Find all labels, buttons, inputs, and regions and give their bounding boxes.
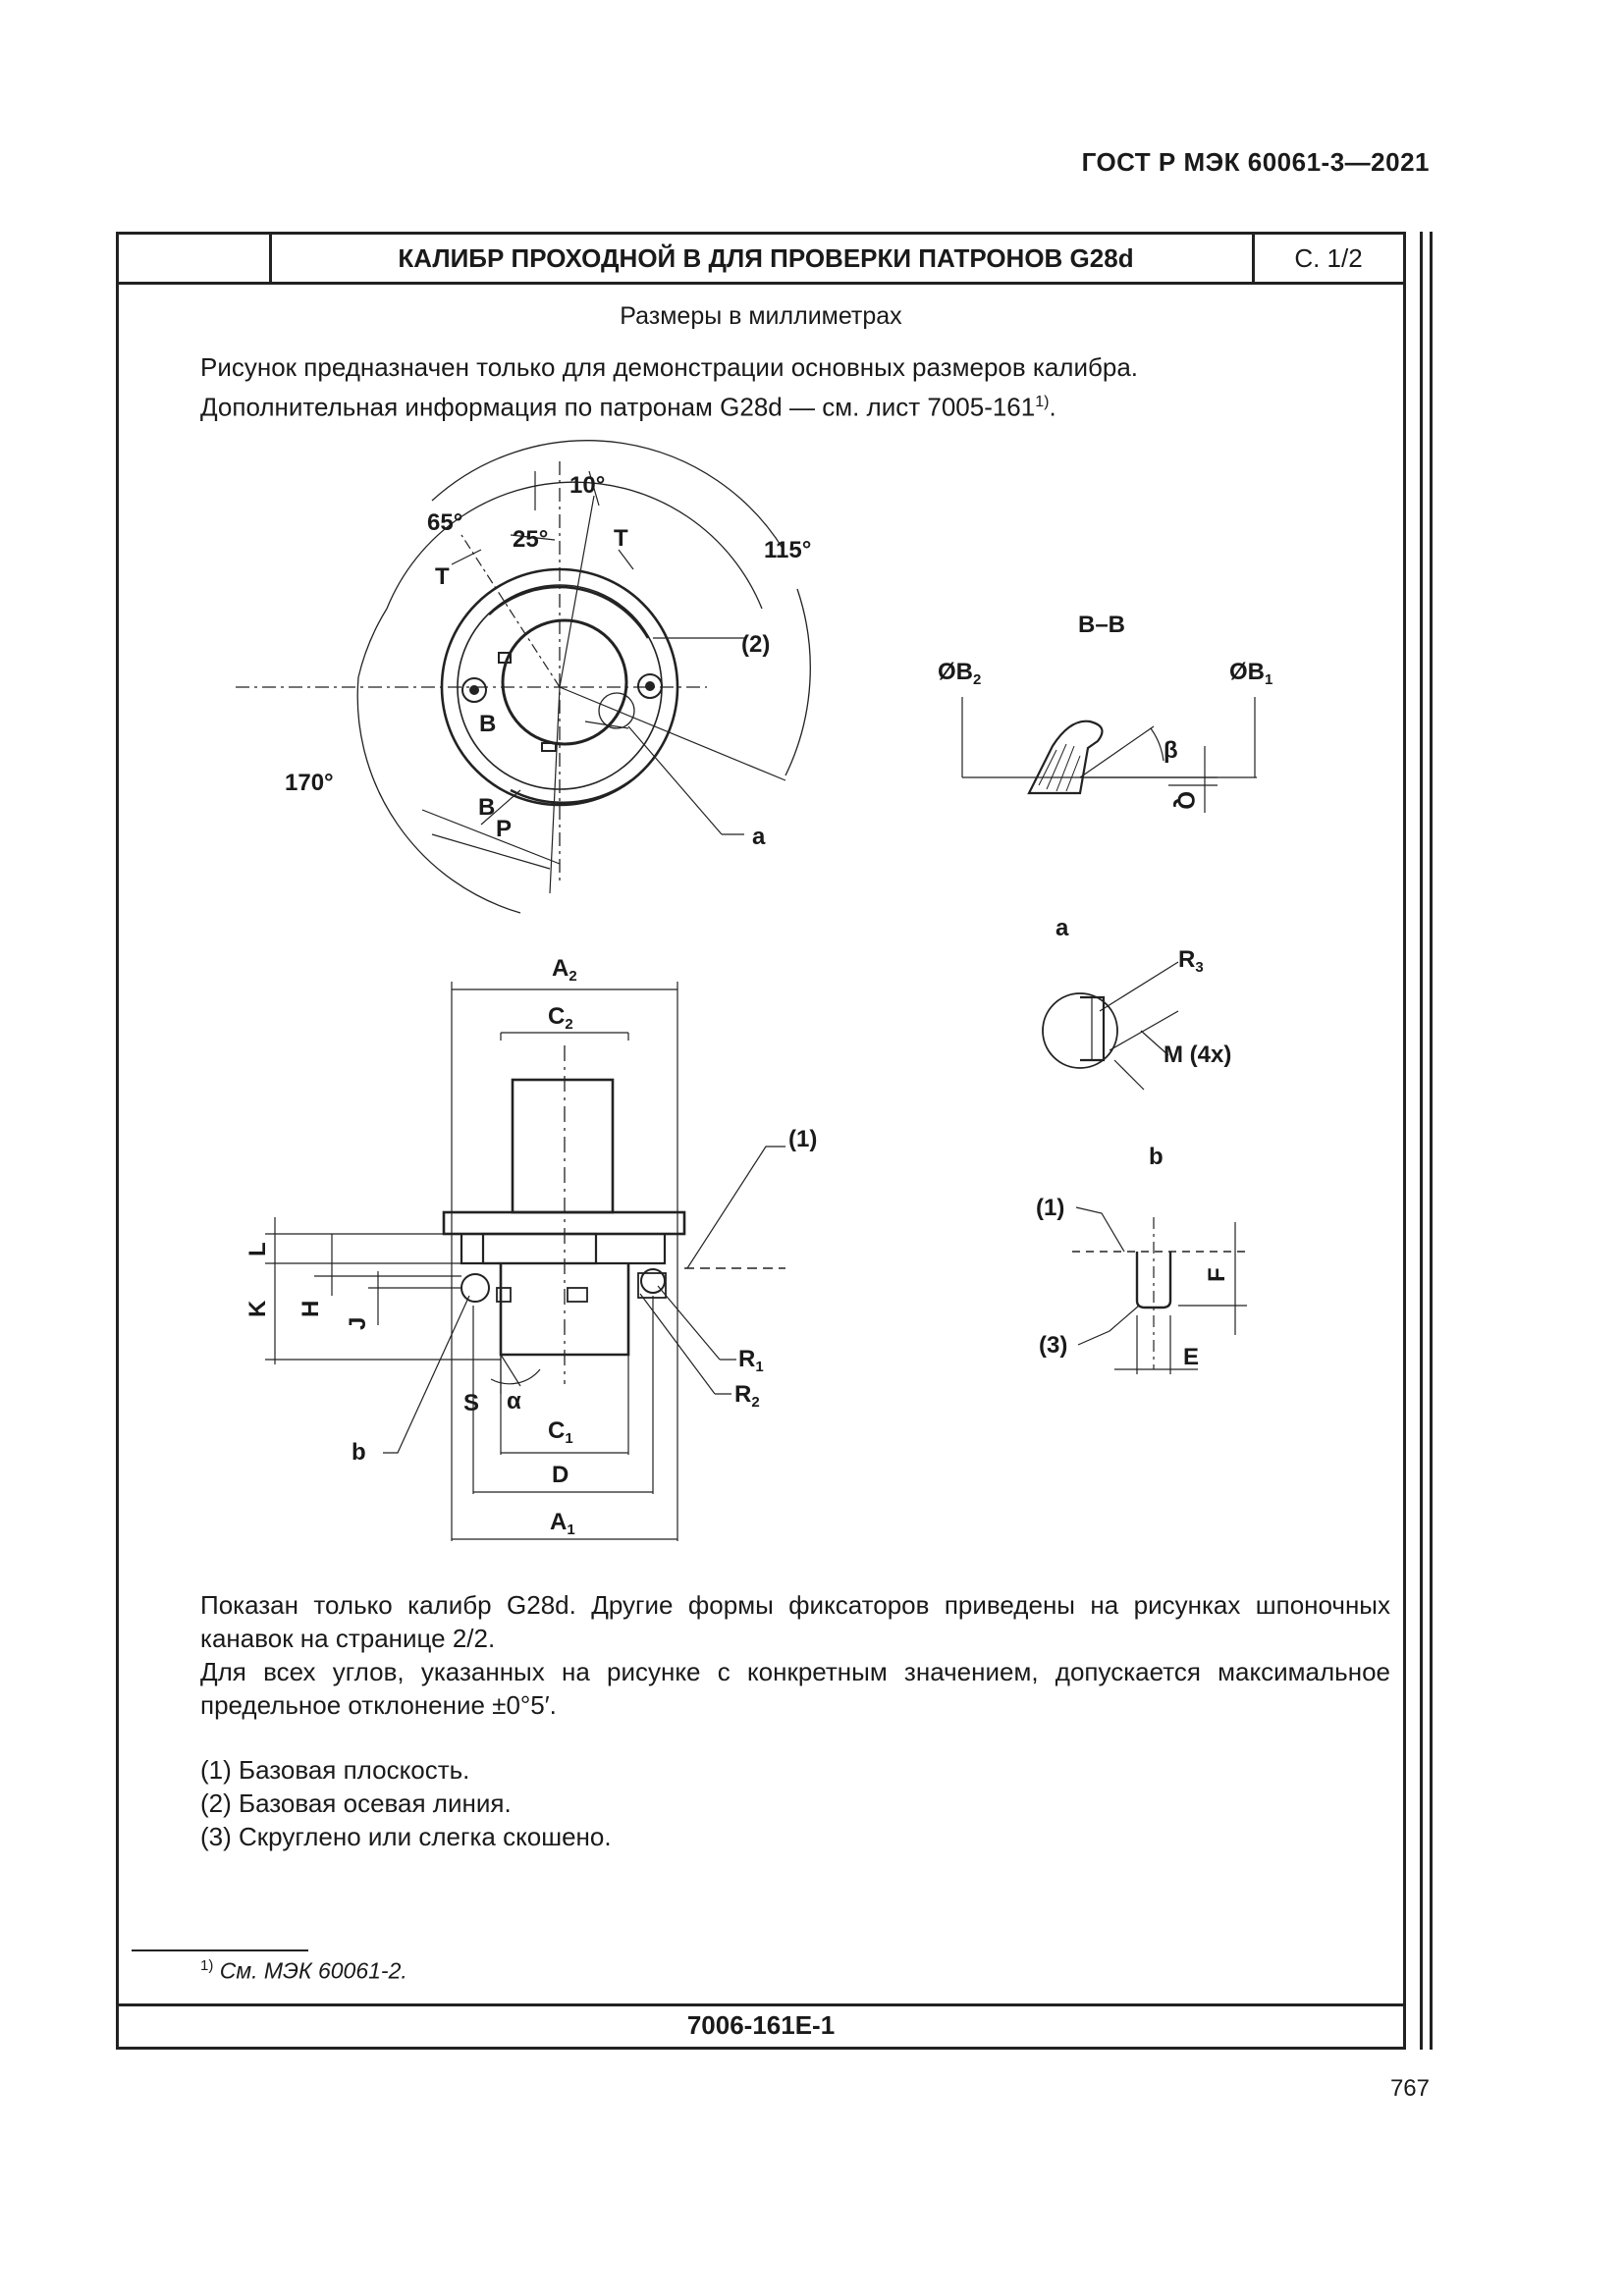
dia-b1-label: $ØB_1$	[1229, 659, 1273, 688]
side-ref-1-label: (1)	[788, 1126, 818, 1152]
dim-F-label: F	[1204, 1267, 1230, 1282]
angle-10-label: 10°	[569, 472, 606, 499]
detail-b-title: b	[1149, 1144, 1164, 1170]
detail-a-title: a	[1056, 915, 1069, 941]
angle-25-label: 25°	[513, 526, 549, 553]
sheet-number: С. 1/2	[1294, 243, 1363, 273]
section-bb-title: B–B	[1078, 612, 1126, 638]
dim-J-label: J	[345, 1316, 371, 1330]
detail-b-callout: b	[352, 1439, 366, 1466]
dim-B-lower: B	[478, 794, 496, 821]
paragraph-1: Показан только калибр G28d. Другие формы фиксаторов приведены на рисунках шпоночных канавок на странице 2/2.	[200, 1590, 1390, 1653]
dim-T-left: T	[435, 563, 450, 590]
detail-b-ref-1: (1)	[1036, 1195, 1065, 1221]
dim-C1-label: $C_1$	[548, 1417, 573, 1447]
angle-65-label: 65°	[427, 509, 463, 536]
top-view	[236, 441, 810, 913]
dim-A1-label: $A_1$	[550, 1509, 575, 1538]
intro-line-1: Рисунок предназначен только для демонстрации основных размеров калибра.	[200, 352, 1139, 382]
intro-line-2: Дополнительная информация по патронам G28d — см. лист 7005-161$^{1)}$.	[200, 392, 1056, 422]
section-bb	[962, 697, 1257, 813]
side-view	[265, 982, 785, 1541]
dim-K-label: K	[244, 1300, 271, 1317]
note-2: (2) Базовая осевая линия.	[200, 1789, 512, 1818]
detail-b-ref-3: (3)	[1039, 1332, 1068, 1359]
paragraph-2: Для всех углов, указанных на рисунке с конкретным значением, допускается максимальное предельное отклонение ±0°5′.	[200, 1657, 1390, 1720]
dim-Q-label: Q	[1172, 791, 1199, 810]
footer-divider	[116, 2003, 1406, 2006]
detail-a-callout: a	[752, 824, 766, 850]
angle-alpha-label: α	[507, 1388, 521, 1415]
dia-b2-label: $ØB_2$	[938, 659, 982, 688]
dim-E-label: E	[1183, 1344, 1200, 1370]
radius-r3-label: $R_3$	[1178, 946, 1204, 976]
detail-b	[1072, 1207, 1249, 1374]
detail-a	[1043, 962, 1178, 1090]
footnote: $^{1)}$ См. МЭК 60061-2.	[200, 1957, 407, 1984]
dim-L-label: L	[244, 1242, 271, 1256]
page-number: 767	[1389, 2075, 1430, 2102]
dim-D-label: D	[552, 1462, 569, 1488]
dim-B-inner: B	[479, 711, 497, 737]
radius-r2-label: $R_2$	[734, 1381, 760, 1411]
units-note: Размеры в миллиметрах	[620, 302, 902, 330]
footnote-rule	[132, 1949, 308, 1951]
radius-r1-label: $R_1$	[738, 1346, 764, 1375]
dim-M-label: M (4x)	[1164, 1041, 1232, 1068]
dim-H-label: H	[298, 1300, 324, 1317]
standard-number: ГОСТ Р МЭК 60061-3—2021	[1081, 147, 1430, 177]
dim-A2-label: $A_2$	[552, 955, 577, 985]
angle-beta-label: β	[1164, 737, 1178, 764]
note-1: (1) Базовая плоскость.	[200, 1755, 470, 1785]
dim-T-right: T	[614, 525, 628, 552]
angle-170-label: 170°	[285, 770, 334, 796]
dim-P: P	[496, 816, 513, 842]
angle-115-label: 115°	[764, 537, 812, 563]
ref-2-label: (2)	[741, 631, 771, 658]
note-3: (3) Скруглено или слегка скошено.	[200, 1822, 612, 1851]
document-code: 7006-161E-1	[686, 2010, 836, 2040]
dim-S-label: S	[463, 1390, 480, 1416]
dim-C2-label: $C_2$	[548, 1003, 573, 1033]
sheet-title: КАЛИБР ПРОХОДНОЙ B ДЛЯ ПРОВЕРКИ ПАТРОНОВ G28d	[398, 243, 1134, 273]
